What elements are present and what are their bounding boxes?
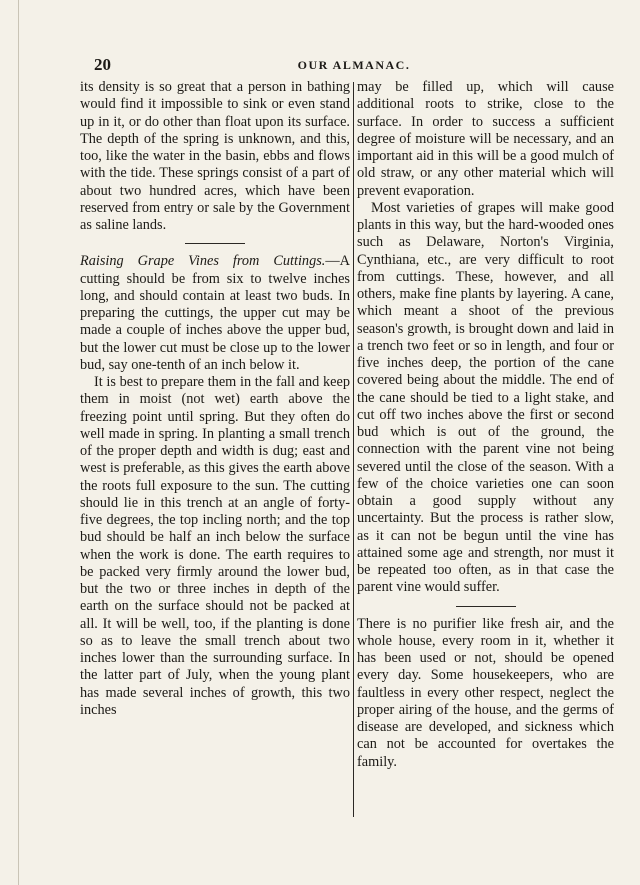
section-heading-grape-vines: Raising Grape Vines from Cuttings. xyxy=(80,253,326,270)
grape-vines-intro-text: —A cutting should be from six to twelve inches long, and should contain at least two buds. In preparing the cuttings, the upper cut may be made a couple of inches above the upper bud, but the lower cut must be close up to the lower bud, say one-tenth of an inch below it. xyxy=(80,253,350,373)
mulch-paragraph: may be filled up, which will cause additional roots to strike, close to the surface. In order to success a sufficient degree of moisture will be necessary, and an important aid in this will be a good mulch of old straw, or any other material which will prevent evaporation. xyxy=(357,79,614,199)
right-column xyxy=(357,79,614,771)
layering-paragraph: Most varieties of grapes will make good plants in this way, but the hard-wooded ones such as Delaware, Norton's Virginia, Cynthiana, etc., are very difficult to root from cuttings. These, however, and all others, make fine plants by layering. A cane, which meant a shoot of the previous season's growth, is brought down and laid in a trench two feet or so in length, and four or five inches deep, the portion of the cane covered being about the middle. The end of the cane should be tied to a light stake, and cut off two inches above the first or second bud which is out of the ground, the connection with the parent vine not being severed until the close of the season. With a few of the choice varieties one can soon obtain a good supply without any uncertainty. But the process is rather slow, as it can not be begun until the vine has attained some age and strength, nor must it be repeated too often, as in that case the parent vine would suffer. xyxy=(357,199,614,596)
saline-springs-paragraph: its density is so great that a person in bathing would find it impossible to sink or even stand up in it, or do other than float upon its surface. The depth of the spring is unknown, and this, too, like the water in the basin, ebbs and flows with the tide. These springs consist of a part of about two hundred acres, which have been reserved from entry or sale by the Government as saline lands. xyxy=(80,79,350,233)
planting-instructions-paragraph: It is best to prepare them in the fall and keep them in moist (not wet) earth above the freezing point until spring. But they often do well made in spring. In planting a small trench of the proper depth and width is dug; east and west is preferable, as this gives the earth above the roots full exposure to the sun. The cutting should lie in this trench at an angle of forty-five degrees, the top incling north; and the top bud should be half an inch below the surface when the work is done. The earth requires to be packed very firmly around the lower bud, but the two or three inches in depth of the earth on the surface should not be packed at all. It will be well, too, if the planting is done so as to leave the small trench about two inches lower than the surrounding surface. In the latter part of July, when the young plant has made several inches of growth, this two inches xyxy=(80,374,350,718)
section-divider-rule-2 xyxy=(456,606,516,607)
fresh-air-paragraph: There is no purifier like fresh air, and the whole house, every room in it, whether it has been used or not, should be opened every day. Some housekeepers, who are faultless in every other respect, neglect the proper airing of the house, and the germs of disease are developed, and sickness which can not be accounted for overtakes the family. xyxy=(357,615,614,770)
left-column xyxy=(80,79,350,719)
page-number: 20 xyxy=(94,55,111,74)
section-divider-rule xyxy=(185,243,245,244)
page-edge-shadow xyxy=(18,0,19,885)
column-divider xyxy=(353,82,354,817)
grape-vines-intro-paragraph xyxy=(80,253,350,374)
running-head: OUR ALMANAC. xyxy=(297,58,411,72)
page-header xyxy=(94,55,614,77)
